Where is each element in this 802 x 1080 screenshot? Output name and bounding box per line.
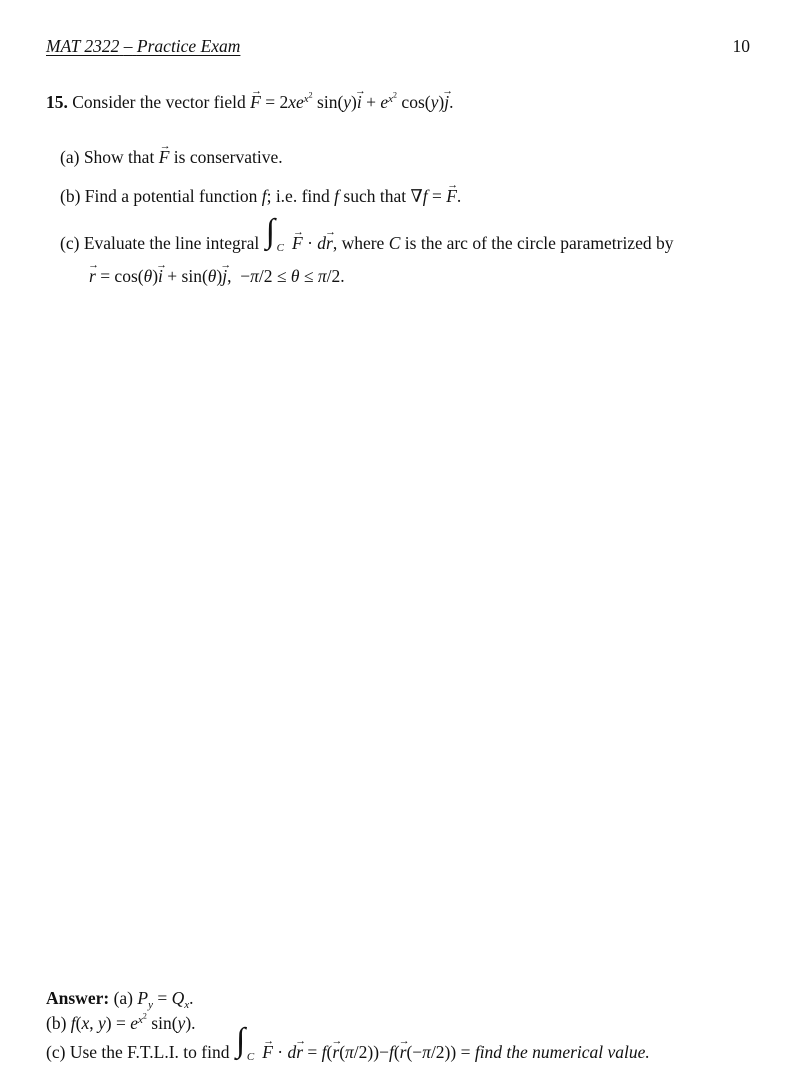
- part-b-text-3: such that: [343, 186, 407, 206]
- answer-label: Answer:: [46, 988, 110, 1008]
- part-c-text-1: Evaluate the line integral: [83, 233, 260, 253]
- header-dash: –: [123, 36, 133, 56]
- answer-c-text: Use the F.T.L.I. to find: [69, 1042, 230, 1062]
- part-b: [60, 186, 461, 207]
- part-c-label: (c): [60, 233, 80, 253]
- part-a-label: (a): [60, 147, 80, 167]
- vector-field-formula: F → = $2xe^{x^2}$ sin(y)i → + $e^{x^2}$ cos(y)j →.: [250, 92, 453, 112]
- curve-c-symbol: C: [388, 233, 401, 253]
- exam-name: Practice Exam: [136, 36, 241, 56]
- gradient-equation: ∇f = F →.: [410, 186, 461, 206]
- part-a: [60, 147, 283, 168]
- page-header-title: [46, 36, 240, 57]
- problem-number: 15.: [46, 92, 68, 112]
- answer-c-formula: F → · dr → = f(r →(π/2))−f(r →(−π/2)) =: [262, 1042, 475, 1062]
- part-b-text-1: Find a potential function: [84, 186, 258, 206]
- answer-integral-symbol: ∫ C: [235, 1022, 255, 1063]
- parametrization-formula: r → = cos(θ)i → + sin(θ)j →, −π/2 ≤ θ ≤ π/2.: [89, 266, 345, 287]
- part-b-label: (b): [60, 186, 81, 206]
- answer-a-label: (a): [113, 988, 133, 1008]
- part-c: [60, 213, 674, 254]
- problem-statement: [46, 92, 453, 113]
- answer-c-tail: find the numerical value.: [474, 1042, 650, 1062]
- problem-intro: Consider the vector field: [72, 92, 246, 112]
- potential-f-symbol-2: f: [334, 186, 340, 206]
- answer-line-b: [46, 1013, 196, 1034]
- answer-c-label: (c): [46, 1042, 66, 1062]
- potential-f-symbol: f: [261, 186, 267, 206]
- part-b-text-2: ; i.e. find: [266, 186, 330, 206]
- answer-b-formula: f(x, $y) = e^{x^2}$ sin(y).: [70, 1011, 196, 1033]
- course-code: MAT 2322: [46, 36, 120, 56]
- part-a-text-1: Show that: [83, 147, 155, 167]
- page-number: 10: [732, 36, 750, 56]
- part-a-text-2: is conservative.: [173, 147, 283, 167]
- vector-f-symbol: F →: [159, 147, 170, 168]
- line-integral-symbol: ∫ C: [265, 213, 284, 254]
- answer-b-label: (b): [46, 1013, 67, 1033]
- answer-a-formula: $P_y = Q_x$.: [137, 988, 194, 1011]
- part-c-text-2: , where: [332, 233, 385, 253]
- part-c-text-3: is the arc of the circle parametrized by: [404, 233, 674, 253]
- integrand: F → · dr →: [292, 233, 333, 253]
- answer-line-a: [46, 988, 194, 1009]
